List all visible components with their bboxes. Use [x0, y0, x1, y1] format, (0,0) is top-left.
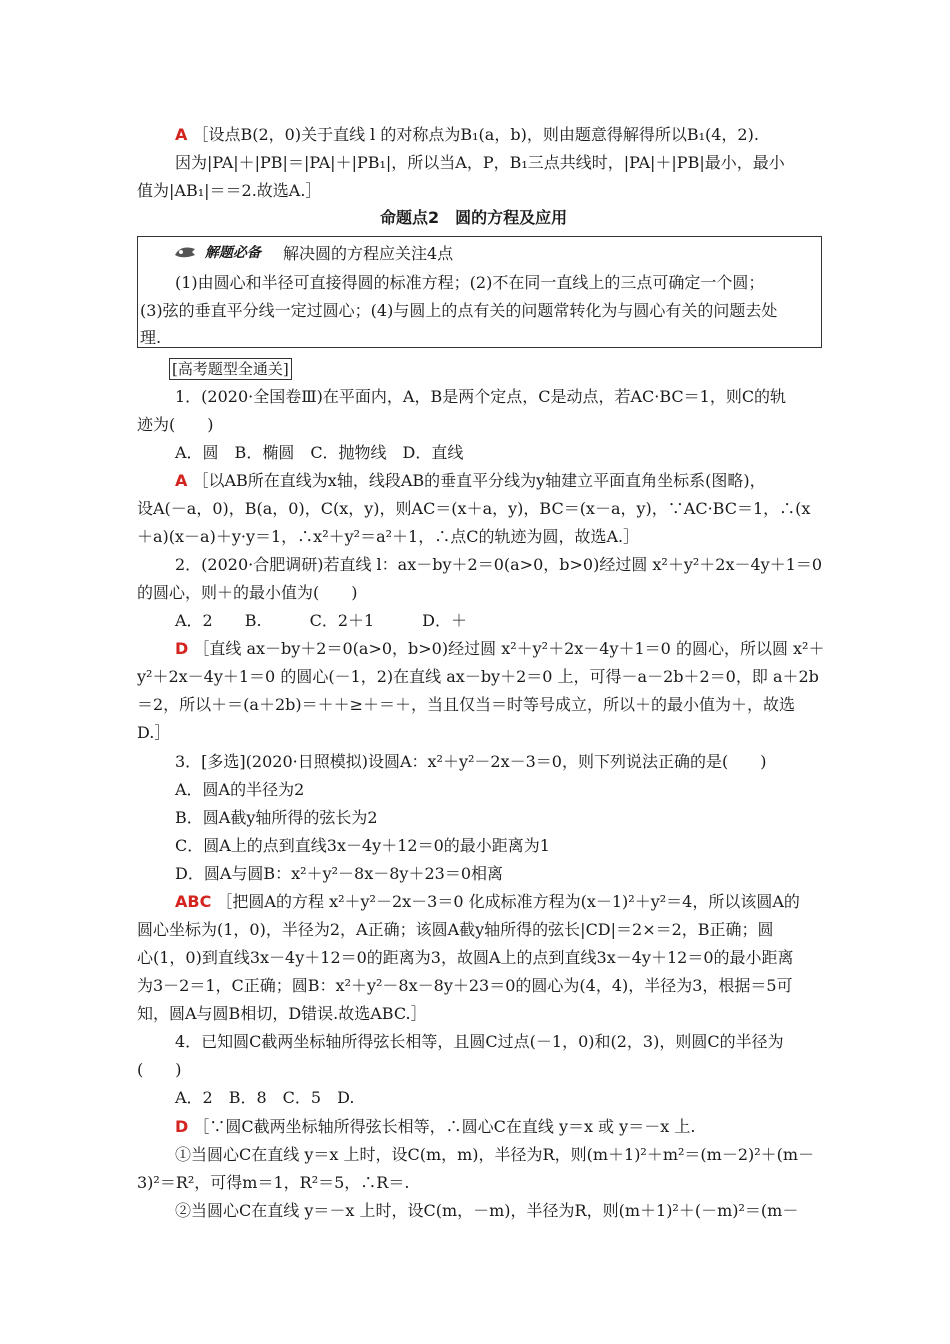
text-line	[137, 666, 819, 688]
text-line	[137, 722, 170, 744]
line-text: 3．[多选](2020·日照模拟)设圆A：x²＋y²－2x－3＝0，则下列说法正确的是( )	[175, 752, 767, 771]
text-line	[175, 1087, 354, 1109]
text-line	[175, 610, 467, 632]
answer-label: D	[175, 1117, 189, 1136]
line-text: 知，圆A与圆B相切，D错误.故选ABC.］	[137, 1004, 427, 1023]
line-text: D．圆A与圆B：x²＋y²－8x－8y＋23＝0相离	[175, 864, 503, 883]
text-line	[175, 1200, 798, 1222]
line-text: 的圆心，则＋的最小值为( )	[137, 583, 358, 602]
line-text: 1．(2020·全国卷Ⅲ)在平面内，A，B是两个定点，C是动点，若AC·BC＝1，则C的轨	[175, 387, 787, 406]
box-line: 理.	[140, 328, 162, 347]
line-text: 为3－2＝1，C正确；圆B：x²＋y²－8x－8y＋23＝0的圆心为(4，4)，半径为3，根据＝5可	[137, 976, 793, 995]
text-line	[137, 498, 810, 520]
answer-line	[175, 891, 800, 913]
box-line: (1)由圆心和半径可直接得圆的标准方程；(2)不在同一直线上的三点可确定一个圆；	[175, 273, 765, 292]
answer-label: D	[175, 639, 189, 658]
answer-text: ［设点B(2，0)关于直线 l 的对称点为B₁(a，b)，则由题意得解得所以B₁(4，2).	[192, 125, 759, 144]
line-text: B．圆A截y轴所得的弦长为2	[175, 808, 378, 827]
box-tag	[173, 242, 261, 262]
text-line	[175, 554, 822, 576]
box-tag-label: 解题必备	[204, 245, 261, 261]
line-text: A．圆A的半径为2	[175, 780, 305, 799]
text-line	[175, 442, 463, 464]
line-text: 3)²＝R²，可得m＝1，R²＝5，∴R＝.	[137, 1173, 410, 1192]
answer-label: A	[175, 471, 188, 490]
text-line: 值为|AB₁|＝＝2.故选A.］	[137, 181, 322, 200]
line-text: ①当圆心C在直线 y＝x 上时，设C(m，m)，半径为R，则(m＋1)²＋m²＝(m－2)²＋(m－	[175, 1145, 815, 1164]
answer-label: ABC	[175, 892, 212, 911]
text-line	[137, 414, 214, 436]
answer-line	[175, 1116, 695, 1138]
answer-line	[175, 470, 766, 492]
text-line	[137, 526, 639, 548]
answer-line	[175, 638, 824, 660]
text-line	[137, 947, 794, 969]
section-bracket-label: [高考题型全通关]	[169, 358, 292, 380]
answer-label: A	[175, 125, 188, 144]
box-tagline: 解决圆的方程应关注4点	[283, 244, 454, 263]
text-line	[137, 1059, 182, 1081]
line-text: ［把圆A的方程 x²＋y²－2x－3＝0 化成标准方程为(x－1)²＋y²＝4，所以该圆A的	[216, 892, 800, 911]
line-text: ［以AB所在直线为x轴，线段AB的垂直平分线为y轴建立平面直角坐标系(图略)，	[192, 471, 766, 490]
answer-line-1	[175, 124, 759, 146]
section-title: 命题点2 圆的方程及应用	[380, 208, 568, 227]
text-line	[175, 751, 766, 773]
text-line	[137, 1003, 427, 1025]
box-line: (3)弦的垂直平分线一定过圆心；(4)与圆上的点有关的问题常转化为与圆心有关的问题去处	[140, 301, 778, 320]
text-line	[175, 835, 550, 857]
line-text: A．2 B．8 C．5 D.	[175, 1088, 355, 1107]
line-text: ( )	[137, 1060, 182, 1079]
text-line	[137, 694, 795, 716]
line-text: D.］	[137, 723, 171, 742]
line-text: 迹为( )	[137, 415, 214, 434]
line-text: A．圆 B．椭圆 C．抛物线 D．直线	[175, 443, 464, 462]
line-text: ＝2，所以＋＝(a＋2b)＝＋＋≥＋＝＋，当且仅当＝时等号成立，所以＋的最小值为＋，故选	[137, 695, 796, 714]
line-text: 2．(2020·合肥调研)若直线 l：ax－by＋2＝0(a>0，b>0)经过圆 x²＋y²＋2x－4y＋1＝0	[175, 555, 823, 574]
text-line: 因为|PA|＋|PB|＝|PA|＋|PB₁|，所以当A，P，B₁三点共线时，|PA|＋|PB|最小，最小	[175, 153, 785, 172]
line-text: 心(1，0)到直线3x－4y＋12＝0的距离为3，故圆A上的点到直线3x－4y＋12＝0的最小距离	[137, 948, 794, 967]
line-text: ②当圆心C在直线 y＝－x 上时，设C(m，－m)，半径为R，则(m＋1)²＋(－m)²＝(m－	[175, 1201, 799, 1220]
line-text: ［直线 ax－by＋2＝0(a>0，b>0)经过圆 x²＋y²＋2x－4y＋1＝0 的圆心，所以圆 x²＋	[193, 639, 825, 658]
line-text: C．圆A上的点到直线3x－4y＋12＝0的最小距离为1	[175, 836, 550, 855]
line-text: ［∵圆C截两坐标轴所得弦长相等，∴圆心C在直线 y＝x 或 y＝－x 上.	[193, 1117, 696, 1136]
text-line	[137, 582, 358, 604]
text-line	[175, 1144, 814, 1166]
text-line	[137, 1172, 409, 1194]
text-line	[175, 1031, 784, 1053]
text-line	[137, 919, 774, 941]
text-line	[137, 975, 793, 997]
line-text: 4．已知圆C截两坐标轴所得弦长相等，且圆C过点(－1，0)和(2，3)，则圆C的半径为	[175, 1032, 784, 1051]
text-line	[175, 386, 786, 408]
badge-icon	[173, 245, 197, 259]
line-text: 设A(－a，0)，B(a，0)，C(x，y)，则AC＝(x＋a，y)，BC＝(x－a，y)，∵AC·BC＝1，∴(x	[137, 499, 811, 518]
text-line	[175, 779, 304, 801]
text-line	[175, 807, 378, 829]
line-text: ＋a)(x－a)＋y·y＝1，∴x²＋y²＝a²＋1，∴点C的轨迹为圆，故选A.］	[137, 527, 640, 546]
line-text: A．2 B. C．2＋1 D．＋	[175, 611, 468, 630]
text-line	[175, 863, 503, 885]
line-text: y²＋2x－4y＋1＝0 的圆心(－1，2)在直线 ax－by＋2＝0 上，可得－a－2b＋2＝0，即 a＋2b	[137, 667, 819, 686]
line-text: 圆心坐标为(1，0)，半径为2，A正确；该圆A截y轴所得的弦长|CD|＝2×＝2，B正确；圆	[137, 920, 774, 939]
